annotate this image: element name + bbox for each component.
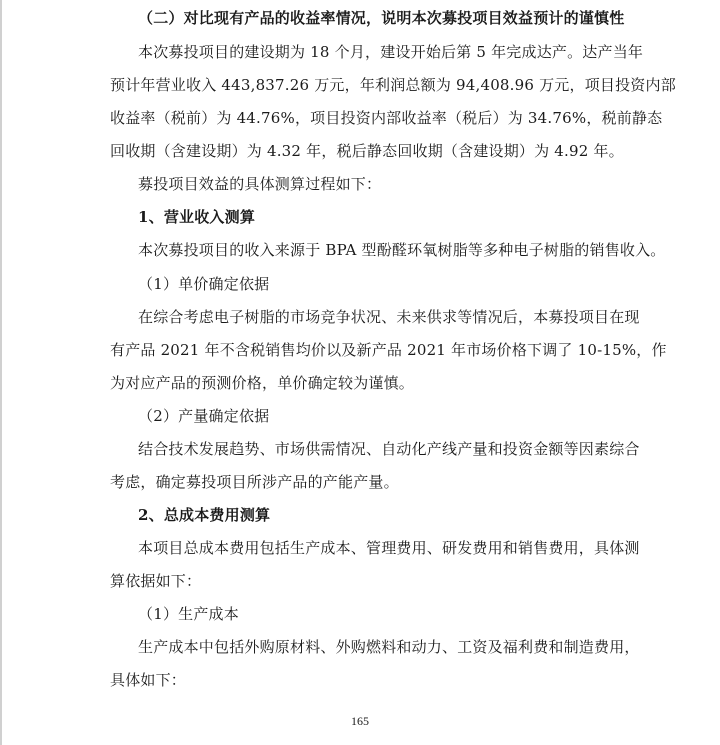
subheading: （2）产量确定依据 [138,407,270,425]
subsection-heading: 2、总成本费用测算 [138,506,271,524]
paragraph-line: 募投项目效益的具体测算过程如下： [138,175,382,193]
paragraph-line: 考虑，确定募投项目所涉产品的产能产量。 [110,473,399,491]
paragraph-line: 本项目总成本费用包括生产成本、管理费用、研发费用和销售费用，具体测 [138,539,640,557]
paragraph-line: 为对应产品的预测价格，单价确定较为谨慎。 [110,374,415,392]
paragraph-line: 回收期（含建设期）为 4.32 年，税后静态回收期（含建设期）为 4.92 年。 [110,142,624,160]
paragraph-line: 有产品 2021 年不含税销售均价以及新产品 2021 年市场价格下调了 10-15%，作 [110,341,667,359]
page-left-edge [0,0,2,745]
subsection-heading: 1、营业收入测算 [138,208,256,226]
paragraph-line: 结合技术发展趋势、市场供需情况、自动化产线产量和投资金额等因素综合 [138,440,640,458]
paragraph-line: 本次募投项目的建设期为 18 个月，建设开始后第 5 年完成达产。达产当年 [138,43,644,61]
paragraph-line: 本次募投项目的收入来源于 BPA 型酚醛环氧树脂等多种电子树脂的销售收入。 [138,241,666,259]
paragraph-line: 算依据如下： [110,572,202,590]
paragraph-line: 在综合考虑电子树脂的市场竞争状况、未来供求等情况后，本募投项目在现 [138,308,640,326]
paragraph-line: 预计年营业收入 443,837.26 万元，年利润总额为 94,408.96 万元，项目投资内部 [110,76,676,94]
subheading: （1）生产成本 [138,605,239,623]
paragraph-line: 收益率（税前）为 44.76%，项目投资内部收益率（税后）为 34.76%，税前静态 [110,109,663,127]
page-number: 165 [351,714,369,728]
section-heading: （二）对比现有产品的收益率情况，说明本次募投项目效益预计的谨慎性 [138,9,625,27]
subheading: （1）单价确定依据 [138,275,270,293]
paragraph-line: 生产成本中包括外购原材料、外购燃料和动力、工资及福利费和制造费用， [138,638,640,656]
paragraph-line: 具体如下： [110,671,187,689]
